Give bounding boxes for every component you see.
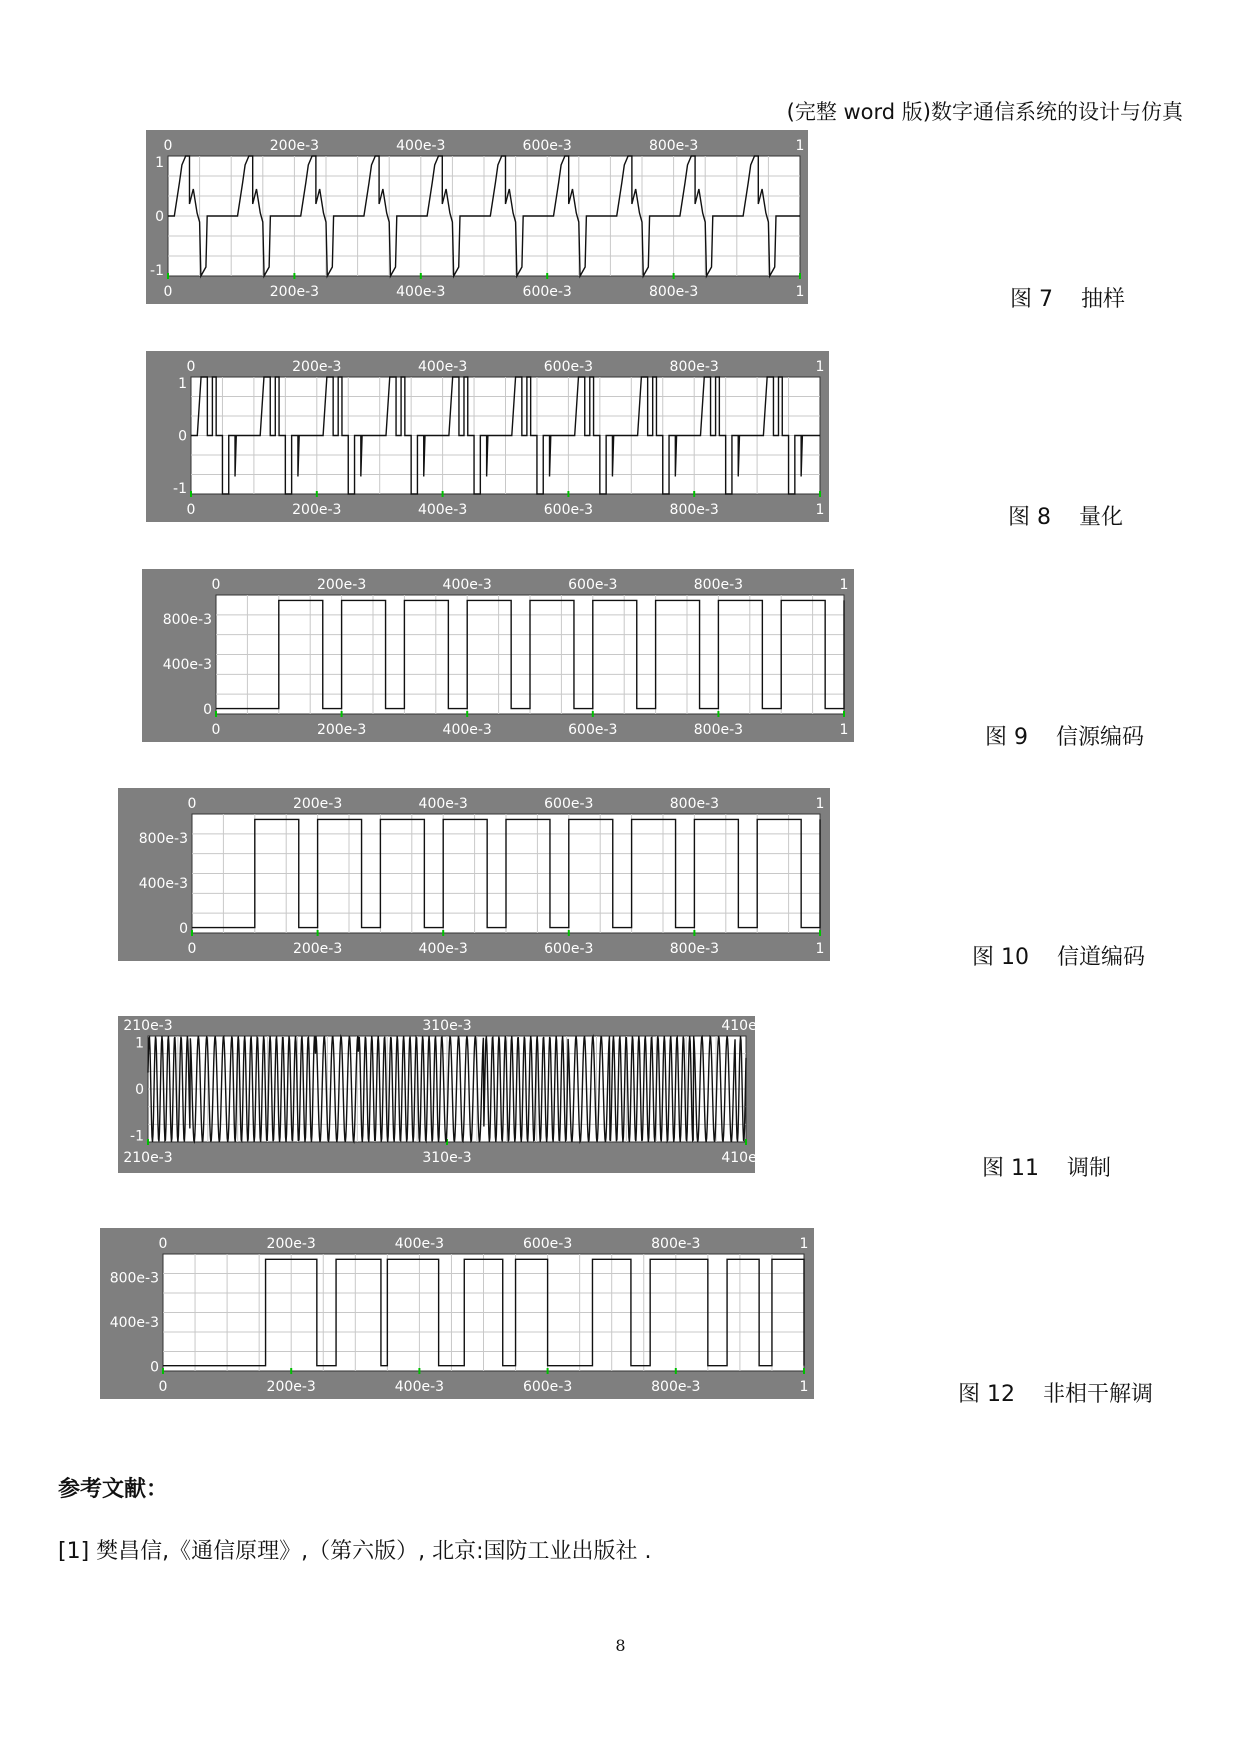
chart-modulation — [118, 1016, 771, 1173]
x-tick-label-top: 0 — [187, 796, 197, 812]
x-tick-label-bottom: 800e-3 — [651, 1379, 701, 1395]
x-tick-label-top: 800e-3 — [693, 577, 744, 593]
x-tick-label-top: 1 — [815, 796, 825, 812]
x-tick-label-top: 600e-3 — [544, 796, 594, 812]
x-tick-label-bottom: 410e-3 — [721, 1150, 771, 1166]
x-tick-label-top: 600e-3 — [522, 138, 572, 154]
y-tick-label: 0 — [155, 209, 164, 225]
x-tick-label-bottom: 800e-3 — [648, 284, 699, 300]
y-tick-label: 0 — [178, 428, 187, 445]
chart-channel-coding — [118, 788, 830, 961]
x-tick-label-bottom: 400e-3 — [418, 941, 468, 957]
x-tick-label-top: 0 — [163, 138, 173, 154]
y-tick-label: 400e-3 — [109, 1314, 159, 1331]
x-tick-label-top: 200e-3 — [292, 796, 343, 812]
references-title: 参考文献： — [58, 1477, 169, 1502]
y-tick-label: 0 — [150, 1359, 159, 1376]
x-tick-label-bottom: 200e-3 — [266, 1379, 316, 1395]
chart-demodulation — [100, 1228, 814, 1399]
chart-svg — [142, 569, 854, 742]
x-tick-label-bottom: 1 — [815, 502, 825, 518]
x-tick-label-top: 310e-3 — [422, 1018, 472, 1034]
x-tick-label-bottom: 600e-3 — [522, 284, 572, 300]
x-tick-label-top: 1 — [839, 577, 849, 593]
x-tick-label-top: 210e-3 — [123, 1018, 173, 1034]
caption-fig10: 图 10 信道编码 — [972, 945, 1145, 970]
y-tick-label: 800e-3 — [109, 1270, 159, 1287]
caption-fig9: 图 9 信源编码 — [985, 725, 1144, 750]
x-tick-label-bottom: 210e-3 — [123, 1150, 173, 1166]
x-tick-label-top: 200e-3 — [266, 1236, 316, 1252]
y-tick-label: 1 — [155, 155, 164, 171]
x-tick-label-top: 1 — [795, 138, 805, 154]
x-tick-label-top: 800e-3 — [651, 1236, 701, 1252]
x-tick-label-bottom: 0 — [158, 1379, 168, 1395]
y-tick-label: -1 — [150, 263, 164, 279]
document-header: (完整 word 版)数字通信系统的设计与仿真 — [786, 100, 1183, 124]
page-number: 8 — [615, 1636, 626, 1655]
y-tick-label: 1 — [135, 1035, 144, 1052]
chart-svg — [100, 1228, 814, 1399]
x-tick-label-top: 400e-3 — [418, 796, 468, 812]
caption-fig11: 图 11 调制 — [982, 1156, 1111, 1181]
x-tick-label-bottom: 0 — [187, 941, 197, 957]
x-tick-label-bottom: 600e-3 — [543, 502, 594, 518]
reference-item: [1] 樊昌信,《通信原理》,（第六版）, 北京:国防工业出版社 . — [58, 1539, 652, 1564]
x-tick-label-top: 410e-3 — [721, 1018, 771, 1034]
x-tick-label-top: 800e-3 — [669, 359, 719, 375]
x-tick-label-top: 1 — [799, 1236, 809, 1252]
x-tick-label-top: 600e-3 — [522, 1236, 573, 1252]
y-tick-label: -1 — [130, 1128, 144, 1145]
chart-svg — [118, 788, 830, 961]
x-tick-label-bottom: 0 — [186, 502, 196, 518]
caption-fig8: 图 8 量化 — [1008, 505, 1123, 530]
x-tick-label-bottom: 400e-3 — [394, 1379, 445, 1395]
x-tick-label-bottom: 600e-3 — [568, 722, 618, 738]
x-tick-label-bottom: 1 — [815, 941, 825, 957]
x-tick-label-bottom: 800e-3 — [669, 941, 720, 957]
x-tick-label-bottom: 600e-3 — [522, 1379, 573, 1395]
chart-svg — [118, 1016, 771, 1173]
x-tick-label-top: 200e-3 — [269, 138, 320, 154]
y-tick-label: 800e-3 — [162, 611, 212, 628]
x-tick-label-bottom: 0 — [163, 284, 173, 300]
x-tick-label-bottom: 200e-3 — [269, 284, 320, 300]
x-tick-label-top: 0 — [211, 577, 221, 593]
x-tick-label-top: 800e-3 — [648, 138, 699, 154]
caption-fig12: 图 12 非相干解调 — [958, 1382, 1153, 1407]
y-tick-label: 800e-3 — [138, 830, 188, 847]
x-tick-label-bottom: 1 — [795, 284, 805, 300]
x-tick-label-top: 0 — [158, 1236, 168, 1252]
x-tick-label-bottom: 200e-3 — [316, 722, 367, 738]
y-tick-label: 0 — [203, 702, 212, 719]
caption-fig7: 图 7 抽样 — [1010, 287, 1125, 312]
x-tick-label-bottom: 1 — [799, 1379, 809, 1395]
y-tick-label: 1 — [178, 375, 187, 392]
y-tick-label: 400e-3 — [162, 657, 212, 674]
x-tick-label-top: 1 — [815, 359, 825, 375]
x-tick-label-top: 800e-3 — [669, 796, 720, 812]
chart-quantization — [146, 351, 829, 522]
x-tick-label-bottom: 1 — [839, 722, 849, 738]
x-tick-label-bottom: 200e-3 — [292, 941, 343, 957]
y-tick-label: 0 — [179, 921, 188, 938]
x-tick-label-top: 200e-3 — [316, 577, 367, 593]
x-tick-label-bottom: 0 — [211, 722, 221, 738]
x-tick-label-top: 0 — [186, 359, 196, 375]
chart-svg — [146, 351, 829, 522]
x-tick-label-bottom: 600e-3 — [544, 941, 594, 957]
x-tick-label-top: 200e-3 — [292, 359, 342, 375]
chart-sampling — [146, 130, 808, 304]
x-tick-label-top: 400e-3 — [442, 577, 492, 593]
x-tick-label-bottom: 800e-3 — [693, 722, 744, 738]
y-tick-label: 400e-3 — [138, 876, 188, 893]
x-tick-label-top: 600e-3 — [568, 577, 618, 593]
x-tick-label-bottom: 800e-3 — [669, 502, 719, 518]
x-tick-label-top: 400e-3 — [394, 1236, 445, 1252]
x-tick-label-top: 400e-3 — [396, 138, 446, 154]
x-tick-label-top: 400e-3 — [417, 359, 468, 375]
x-tick-label-bottom: 200e-3 — [292, 502, 342, 518]
chart-svg — [146, 130, 808, 304]
x-tick-label-bottom: 310e-3 — [422, 1150, 472, 1166]
y-tick-label: -1 — [173, 481, 187, 498]
y-tick-label: 0 — [135, 1082, 144, 1098]
chart-source-coding — [142, 569, 854, 742]
x-tick-label-bottom: 400e-3 — [417, 502, 468, 518]
x-tick-label-top: 600e-3 — [543, 359, 594, 375]
x-tick-label-bottom: 400e-3 — [396, 284, 446, 300]
x-tick-label-bottom: 400e-3 — [442, 722, 492, 738]
